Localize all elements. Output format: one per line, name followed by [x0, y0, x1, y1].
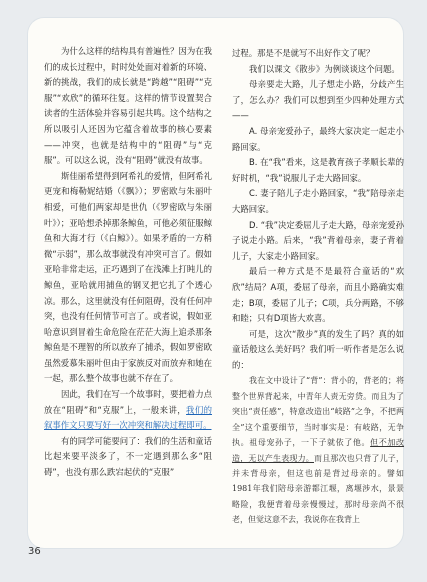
highlighted-text: 我们的叙事作文只要写好一次冲突和解决过程即可。: [44, 404, 212, 431]
left-column: [44, 44, 212, 481]
option-b: B. 在“我”看来，这是教育孩子孝顺长辈的好时机，“我”说服儿子走大路回家。: [232, 157, 404, 183]
paragraph: 斯佳丽希望得到阿希礼的爱情，但阿希礼更宠和梅勒妮结婚（《飘》）；罗密欧与朱丽叶相爱，可他们两家却是世仇（《罗密欧与朱丽叶》）；亚哈想杀掉那条鲸鱼，可他必须征服鲸鱼和大海才行（《白鲸》）。如果矛盾的一方稍微“示弱”，那么故事就没有冲突可言了。假如亚哈非常走运，正巧遇到了在浅滩上打盹儿的鲸鱼，亚哈就用捕鱼的钢叉把它扎了个透心凉。那么，这里就没有任何阻碍，没有任何冲突，也没有任何情节可言了。或者说，假如亚哈意识到冒着生命危险在茫茫大海上追杀那条鲸鱼是不理智的所以放弃了捕杀，假如罗密欧虽然爱慕朱丽叶但由于家族反对而放弃和她在一起，那么整个故事也就不存在了。: [44, 170, 212, 384]
block-quote: [232, 373, 404, 527]
page-number: 36: [28, 546, 41, 557]
option-a: A. 母亲宠爱孙子，最终大家决定一起走小路回家。: [232, 125, 404, 152]
paragraph: 最后一种方式是不是最符合童话的“欢欣”结局？A项，委屈了母亲，而且小路确实难走；B项，委屈了儿子；C项，兵分两路，不够和睦；只有D项皆大欢喜。: [232, 266, 404, 324]
quote-text: 我在文中设计了“背”：背小的，背老的；将整个世界背起来，中青年人责无旁贷。而且为了突出“责任感”，特意改造出“岐路”之争，不把两全”这个重要细节，当时事实是：有岐路，无争执。祖母宠孙子，一下子就依了他。: [232, 376, 404, 448]
option-d: D. “我”决定委屈儿子走大路，母亲宠爱孙子说走小路。后来，“我”背着母亲，妻子背着儿子，大家走小路回家。: [232, 219, 404, 261]
paragraph: 可是，这次“散步”真的发生了吗？真的如童话般这么美好吗？我们听一听作者是怎么说的：: [232, 328, 404, 370]
text: 因此，我们在写一个故事时，要把着力点放在“阻碍”和“克服”上，一般来讲，: [44, 389, 212, 415]
paragraph: 有的同学可能要问了：我们的生活和童话比起来要平淡多了，不一定遇到那么多“阻碍”，也没有那么跌宕起伏的“克服”: [44, 435, 212, 478]
paragraph: 我们以课文《散步》为例谈谈这个问题。: [249, 63, 400, 74]
option-c: C. 妻子陪儿子走小路回家，“我”陪母亲走大路回家。: [232, 188, 404, 214]
paragraph: 过程。那是不是就写不出好作文了呢？: [232, 48, 375, 58]
quote-highlight: 但不加改造，无以产生表现力。: [232, 438, 405, 463]
paragraph: [44, 387, 212, 434]
right-column: [232, 46, 404, 528]
paragraph: 母亲要走大路，儿子想走小路，分歧产生了，怎么办？我们可以想到至少四种处理方式——: [232, 79, 404, 121]
quote-text: 而且那次也只背了儿子，并未背母亲，但这也前是背过母亲的。譬如1981年我们陪母亲游都江堰，离堰涉水，景景略险，我便背着母亲慢慢过，那时母亲尚不很老，但觉这意不去，我说你在我背上: [232, 453, 404, 525]
paragraph: 为什么这样的结构具有普遍性？因为在我们的成长过程中，时时处处面对着新的环境、新的挑战，我们的成长就是“跨越”“阻碍”“克服”“欢欣”的循环往复。这样的情节设置契合读者的生活体验并容易引起共鸣。这个结构之所以吸引人还因为它蕴含着故事的核心要素——冲突，也就是结构中的“阻碍”与“克服”。可以这么说，没有“阻碍”就没有故事。: [44, 46, 212, 166]
